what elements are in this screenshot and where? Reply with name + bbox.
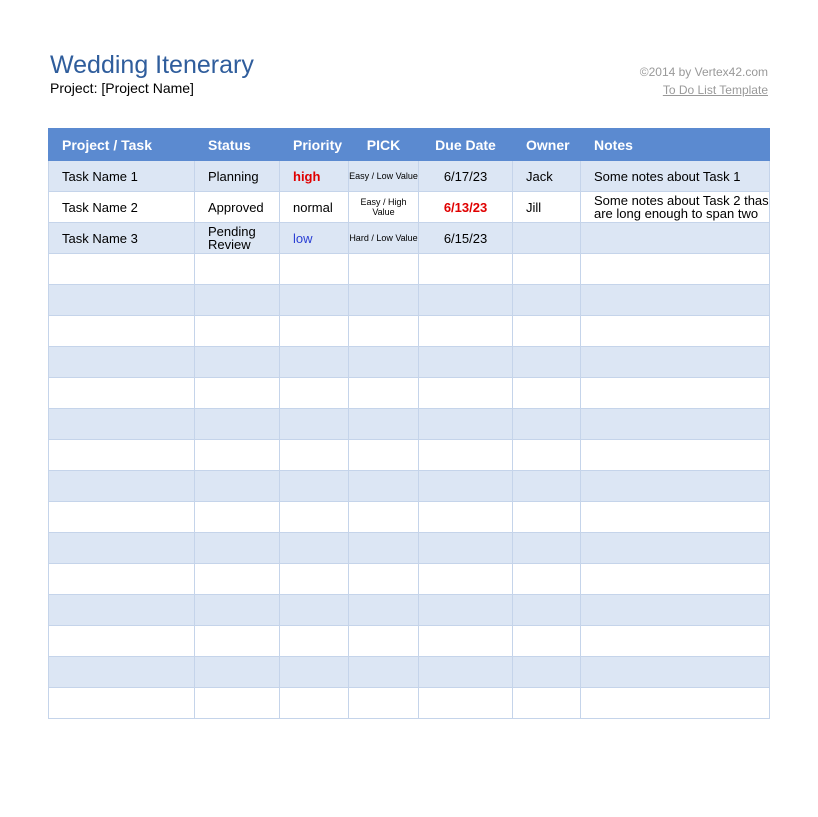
notes-cell[interactable] <box>581 409 770 440</box>
notes-cell[interactable] <box>581 471 770 502</box>
status-cell[interactable] <box>195 502 280 533</box>
status-cell[interactable] <box>195 564 280 595</box>
column-header-pick[interactable]: PICK <box>349 129 419 161</box>
task-cell[interactable] <box>49 440 195 471</box>
pick-cell[interactable] <box>349 626 419 657</box>
owner-cell[interactable] <box>513 564 581 595</box>
pick-cell[interactable] <box>349 595 419 626</box>
priority-cell[interactable]: low <box>280 223 349 254</box>
due-date-cell[interactable] <box>419 440 513 471</box>
priority-cell[interactable] <box>280 254 349 285</box>
notes-cell[interactable] <box>581 564 770 595</box>
pick-cell[interactable] <box>349 254 419 285</box>
due-date-cell[interactable] <box>419 626 513 657</box>
empty-table-row <box>49 409 770 440</box>
project-name[interactable]: Project: [Project Name] <box>50 80 194 96</box>
empty-table-row <box>49 533 770 564</box>
owner-cell[interactable] <box>513 254 581 285</box>
due-date-cell[interactable] <box>419 254 513 285</box>
status-cell[interactable] <box>195 471 280 502</box>
status-cell[interactable] <box>195 409 280 440</box>
priority-cell[interactable] <box>280 502 349 533</box>
priority-cell[interactable] <box>280 595 349 626</box>
pick-cell[interactable] <box>349 471 419 502</box>
notes-cell[interactable] <box>581 626 770 657</box>
priority-cell[interactable] <box>280 378 349 409</box>
due-date-cell[interactable] <box>419 409 513 440</box>
empty-table-row <box>49 347 770 378</box>
owner-cell[interactable] <box>513 595 581 626</box>
task-cell[interactable] <box>49 378 195 409</box>
owner-cell[interactable] <box>513 657 581 688</box>
status-cell[interactable] <box>195 440 280 471</box>
status-cell[interactable] <box>195 254 280 285</box>
due-date-cell[interactable]: 6/15/23 <box>419 223 513 254</box>
notes-cell[interactable] <box>581 223 770 254</box>
task-cell[interactable] <box>49 626 195 657</box>
status-cell[interactable] <box>195 688 280 719</box>
due-date-cell[interactable] <box>419 347 513 378</box>
column-header-task[interactable]: Project / Task <box>49 129 195 161</box>
empty-table-row <box>49 285 770 316</box>
empty-table-row <box>49 471 770 502</box>
priority-cell[interactable] <box>280 564 349 595</box>
empty-table-row <box>49 657 770 688</box>
empty-table-row <box>49 595 770 626</box>
pick-cell[interactable] <box>349 378 419 409</box>
column-header-due-date[interactable]: Due Date <box>419 129 513 161</box>
owner-cell[interactable] <box>513 223 581 254</box>
priority-cell[interactable] <box>280 688 349 719</box>
status-cell[interactable] <box>195 347 280 378</box>
status-cell[interactable] <box>195 285 280 316</box>
pick-cell[interactable] <box>349 440 419 471</box>
due-date-cell[interactable]: 6/13/23 <box>419 192 513 223</box>
notes-cell[interactable] <box>581 533 770 564</box>
task-cell[interactable] <box>49 595 195 626</box>
pick-cell[interactable] <box>349 409 419 440</box>
empty-table-row <box>49 316 770 347</box>
owner-cell[interactable] <box>513 316 581 347</box>
task-cell[interactable] <box>49 409 195 440</box>
due-date-cell[interactable] <box>419 657 513 688</box>
empty-table-row <box>49 254 770 285</box>
status-cell[interactable] <box>195 595 280 626</box>
copyright-text: ©2014 by Vertex42.com <box>639 65 768 79</box>
notes-cell[interactable]: Some notes about Task 2 thas are long enough to span two <box>581 192 770 223</box>
notes-cell[interactable] <box>581 502 770 533</box>
priority-cell[interactable] <box>280 285 349 316</box>
task-cell[interactable] <box>49 316 195 347</box>
status-cell[interactable] <box>195 657 280 688</box>
priority-cell[interactable] <box>280 316 349 347</box>
task-cell[interactable] <box>49 533 195 564</box>
due-date-cell[interactable]: 6/17/23 <box>419 161 513 192</box>
empty-table-row <box>49 502 770 533</box>
table-header-row <box>49 129 770 161</box>
pick-cell[interactable] <box>349 285 419 316</box>
priority-cell[interactable] <box>280 657 349 688</box>
notes-cell[interactable] <box>581 595 770 626</box>
owner-cell[interactable] <box>513 502 581 533</box>
empty-table-row <box>49 440 770 471</box>
priority-cell[interactable] <box>280 533 349 564</box>
column-header-notes[interactable]: Notes <box>581 129 770 161</box>
pick-cell[interactable] <box>349 347 419 378</box>
owner-cell[interactable] <box>513 688 581 719</box>
task-cell[interactable]: Task Name 3 <box>49 223 195 254</box>
owner-cell[interactable] <box>513 440 581 471</box>
status-cell[interactable] <box>195 378 280 409</box>
priority-cell[interactable] <box>280 347 349 378</box>
owner-cell[interactable]: Jack <box>513 161 581 192</box>
owner-cell[interactable] <box>513 285 581 316</box>
due-date-cell[interactable] <box>419 502 513 533</box>
due-date-cell[interactable] <box>419 471 513 502</box>
status-cell[interactable]: Approved <box>195 192 280 223</box>
table-row <box>49 192 770 223</box>
column-header-owner[interactable]: Owner <box>513 129 581 161</box>
task-cell[interactable]: Task Name 1 <box>49 161 195 192</box>
due-date-cell[interactable] <box>419 316 513 347</box>
due-date-cell[interactable] <box>419 564 513 595</box>
pick-cell[interactable] <box>349 316 419 347</box>
priority-cell[interactable] <box>280 440 349 471</box>
page-title: Wedding Itenerary <box>50 51 254 79</box>
empty-table-row <box>49 564 770 595</box>
notes-cell[interactable] <box>581 285 770 316</box>
status-cell[interactable]: Pending Review <box>195 223 280 254</box>
status-cell[interactable] <box>195 316 280 347</box>
status-cell[interactable] <box>195 626 280 657</box>
empty-table-row <box>49 626 770 657</box>
owner-cell[interactable] <box>513 626 581 657</box>
task-cell[interactable] <box>49 254 195 285</box>
priority-cell[interactable]: normal <box>280 192 349 223</box>
owner-cell[interactable] <box>513 471 581 502</box>
pick-cell[interactable]: Easy / Low Value <box>349 161 419 192</box>
owner-cell[interactable] <box>513 533 581 564</box>
column-header-priority[interactable]: Priority <box>280 129 349 161</box>
owner-cell[interactable] <box>513 409 581 440</box>
priority-cell[interactable]: high <box>280 161 349 192</box>
notes-cell[interactable] <box>581 347 770 378</box>
table-row <box>49 161 770 192</box>
priority-cell[interactable] <box>280 409 349 440</box>
owner-cell[interactable] <box>513 347 581 378</box>
status-cell[interactable]: Planning <box>195 161 280 192</box>
priority-cell[interactable] <box>280 626 349 657</box>
pick-cell[interactable] <box>349 564 419 595</box>
notes-cell[interactable] <box>581 688 770 719</box>
due-date-cell[interactable] <box>419 285 513 316</box>
pick-cell[interactable] <box>349 533 419 564</box>
pick-cell[interactable] <box>349 657 419 688</box>
notes-cell[interactable] <box>581 440 770 471</box>
notes-cell[interactable] <box>581 378 770 409</box>
owner-cell[interactable] <box>513 378 581 409</box>
due-date-cell[interactable] <box>419 595 513 626</box>
task-cell[interactable] <box>49 564 195 595</box>
notes-cell[interactable]: Some notes about Task 1 <box>581 161 770 192</box>
empty-table-row <box>49 378 770 409</box>
task-cell[interactable] <box>49 688 195 719</box>
task-cell[interactable]: Task Name 2 <box>49 192 195 223</box>
due-date-cell[interactable] <box>419 378 513 409</box>
empty-table-row <box>49 688 770 719</box>
due-date-cell[interactable] <box>419 533 513 564</box>
task-cell[interactable] <box>49 285 195 316</box>
task-cell[interactable] <box>49 657 195 688</box>
notes-cell[interactable] <box>581 657 770 688</box>
pick-cell[interactable] <box>349 688 419 719</box>
priority-cell[interactable] <box>280 471 349 502</box>
notes-cell[interactable] <box>581 254 770 285</box>
pick-cell[interactable]: Hard / Low Value <box>349 223 419 254</box>
notes-cell[interactable] <box>581 316 770 347</box>
owner-cell[interactable]: Jill <box>513 192 581 223</box>
due-date-cell[interactable] <box>419 688 513 719</box>
pick-cell[interactable] <box>349 502 419 533</box>
task-cell[interactable] <box>49 471 195 502</box>
status-cell[interactable] <box>195 533 280 564</box>
table-row <box>49 223 770 254</box>
task-cell[interactable] <box>49 347 195 378</box>
pick-cell[interactable]: Easy / High Value <box>349 192 419 223</box>
to-do-list-template-link[interactable]: To Do List Template <box>662 83 768 97</box>
task-table <box>48 128 770 719</box>
task-cell[interactable] <box>49 502 195 533</box>
column-header-status[interactable]: Status <box>195 129 280 161</box>
